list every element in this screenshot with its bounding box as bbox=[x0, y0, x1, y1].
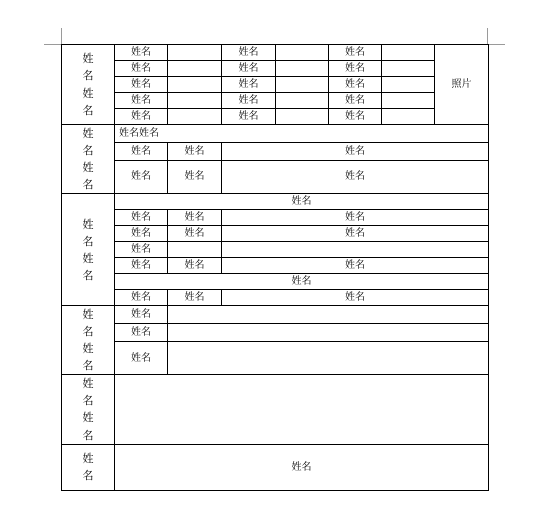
field-value[interactable] bbox=[168, 61, 222, 77]
field-label: 姓名 bbox=[222, 160, 489, 194]
field-value[interactable] bbox=[276, 93, 329, 109]
field-label: 姓名 bbox=[115, 306, 168, 324]
field-label: 姓名 bbox=[115, 61, 168, 77]
field-label: 姓名 bbox=[168, 290, 222, 306]
table-row bbox=[62, 93, 489, 109]
field-label: 姓名 bbox=[222, 210, 489, 226]
field-label: 姓名 bbox=[115, 324, 168, 342]
table-row bbox=[62, 142, 489, 160]
field-label: 姓名 bbox=[222, 45, 276, 61]
table-row bbox=[62, 210, 489, 226]
field-label: 姓名 bbox=[222, 290, 489, 306]
section-label-basic: 姓 名 姓 名 bbox=[62, 45, 115, 125]
field-value[interactable] bbox=[168, 77, 222, 93]
field-value[interactable] bbox=[168, 45, 222, 61]
table-row bbox=[62, 341, 489, 375]
field-value[interactable] bbox=[276, 61, 329, 77]
field-label: 姓名 bbox=[222, 61, 276, 77]
field-value[interactable] bbox=[168, 242, 222, 258]
field-label: 姓名 bbox=[329, 61, 382, 77]
field-label: 姓名 bbox=[115, 242, 168, 258]
table-row bbox=[62, 77, 489, 93]
field-value[interactable] bbox=[276, 77, 329, 93]
field-label: 姓名 bbox=[168, 210, 222, 226]
section-label-4: 姓 名 姓 名 bbox=[62, 306, 115, 375]
field-value[interactable] bbox=[276, 45, 329, 61]
field-label: 姓名 bbox=[168, 160, 222, 194]
section5-content[interactable] bbox=[115, 375, 489, 444]
field-label: 姓名 bbox=[222, 142, 489, 160]
field-value[interactable] bbox=[168, 341, 489, 375]
field-value[interactable] bbox=[168, 93, 222, 109]
field-label: 姓名 bbox=[115, 258, 168, 274]
table-row bbox=[62, 61, 489, 77]
crop-mark-top-right bbox=[487, 28, 488, 44]
field-value[interactable] bbox=[382, 109, 435, 125]
table-row bbox=[62, 258, 489, 274]
field-value[interactable] bbox=[168, 306, 489, 324]
table-row bbox=[62, 274, 489, 290]
field-label: 姓名 bbox=[329, 45, 382, 61]
table-row bbox=[62, 375, 489, 444]
table-row bbox=[62, 125, 489, 143]
field-value[interactable] bbox=[276, 109, 329, 125]
field-label: 姓名 bbox=[329, 93, 382, 109]
field-label: 姓名 bbox=[115, 226, 168, 242]
field-value[interactable] bbox=[168, 109, 222, 125]
table-row bbox=[62, 290, 489, 306]
field-label: 姓名 bbox=[115, 160, 168, 194]
crop-mark-top-left bbox=[61, 28, 62, 44]
table-row bbox=[62, 242, 489, 258]
field-label: 姓名 bbox=[222, 258, 489, 274]
field-label: 姓名 bbox=[115, 341, 168, 375]
section-label-3: 姓 名 姓 名 bbox=[62, 194, 115, 306]
field-label: 姓名 bbox=[222, 77, 276, 93]
field-value[interactable] bbox=[222, 242, 489, 258]
field-label: 姓名 bbox=[115, 109, 168, 125]
field-label: 姓名 bbox=[115, 77, 168, 93]
crop-mark-top-right bbox=[488, 44, 505, 45]
field-label: 姓名 bbox=[115, 93, 168, 109]
field-label: 姓名 bbox=[168, 226, 222, 242]
field-label: 姓名 bbox=[222, 226, 489, 242]
field-label: 姓名 bbox=[115, 210, 168, 226]
section2-header: 姓名姓名 bbox=[115, 125, 489, 143]
field-label: 姓名 bbox=[222, 93, 276, 109]
section3-title: 姓名 bbox=[115, 194, 489, 210]
field-label: 姓名 bbox=[115, 290, 168, 306]
table-row bbox=[62, 109, 489, 125]
section-label-2: 姓 名 姓 名 bbox=[62, 125, 115, 194]
field-label: 姓名 bbox=[222, 109, 276, 125]
table-row bbox=[62, 194, 489, 210]
field-value[interactable] bbox=[382, 61, 435, 77]
field-value[interactable] bbox=[382, 77, 435, 93]
photo-cell[interactable]: 照片 bbox=[435, 45, 489, 125]
resume-form-table bbox=[61, 44, 489, 491]
crop-mark-top-left bbox=[44, 44, 61, 45]
table-row bbox=[62, 444, 489, 490]
section-label-5: 姓 名 姓 名 bbox=[62, 375, 115, 444]
table-row bbox=[62, 45, 489, 61]
field-value[interactable] bbox=[168, 324, 489, 342]
field-label: 姓名 bbox=[115, 142, 168, 160]
section3-subtitle: 姓名 bbox=[115, 274, 489, 290]
table-row bbox=[62, 226, 489, 242]
field-label: 姓名 bbox=[115, 45, 168, 61]
table-row bbox=[62, 306, 489, 324]
field-label: 姓名 bbox=[168, 258, 222, 274]
field-label: 姓名 bbox=[329, 109, 382, 125]
table-row bbox=[62, 160, 489, 194]
field-label: 姓名 bbox=[329, 77, 382, 93]
field-value[interactable] bbox=[382, 93, 435, 109]
table-row bbox=[62, 324, 489, 342]
section6-content[interactable]: 姓名 bbox=[115, 444, 489, 490]
section-label-6: 姓 名 bbox=[62, 444, 115, 490]
field-label: 姓名 bbox=[168, 142, 222, 160]
field-value[interactable] bbox=[382, 45, 435, 61]
